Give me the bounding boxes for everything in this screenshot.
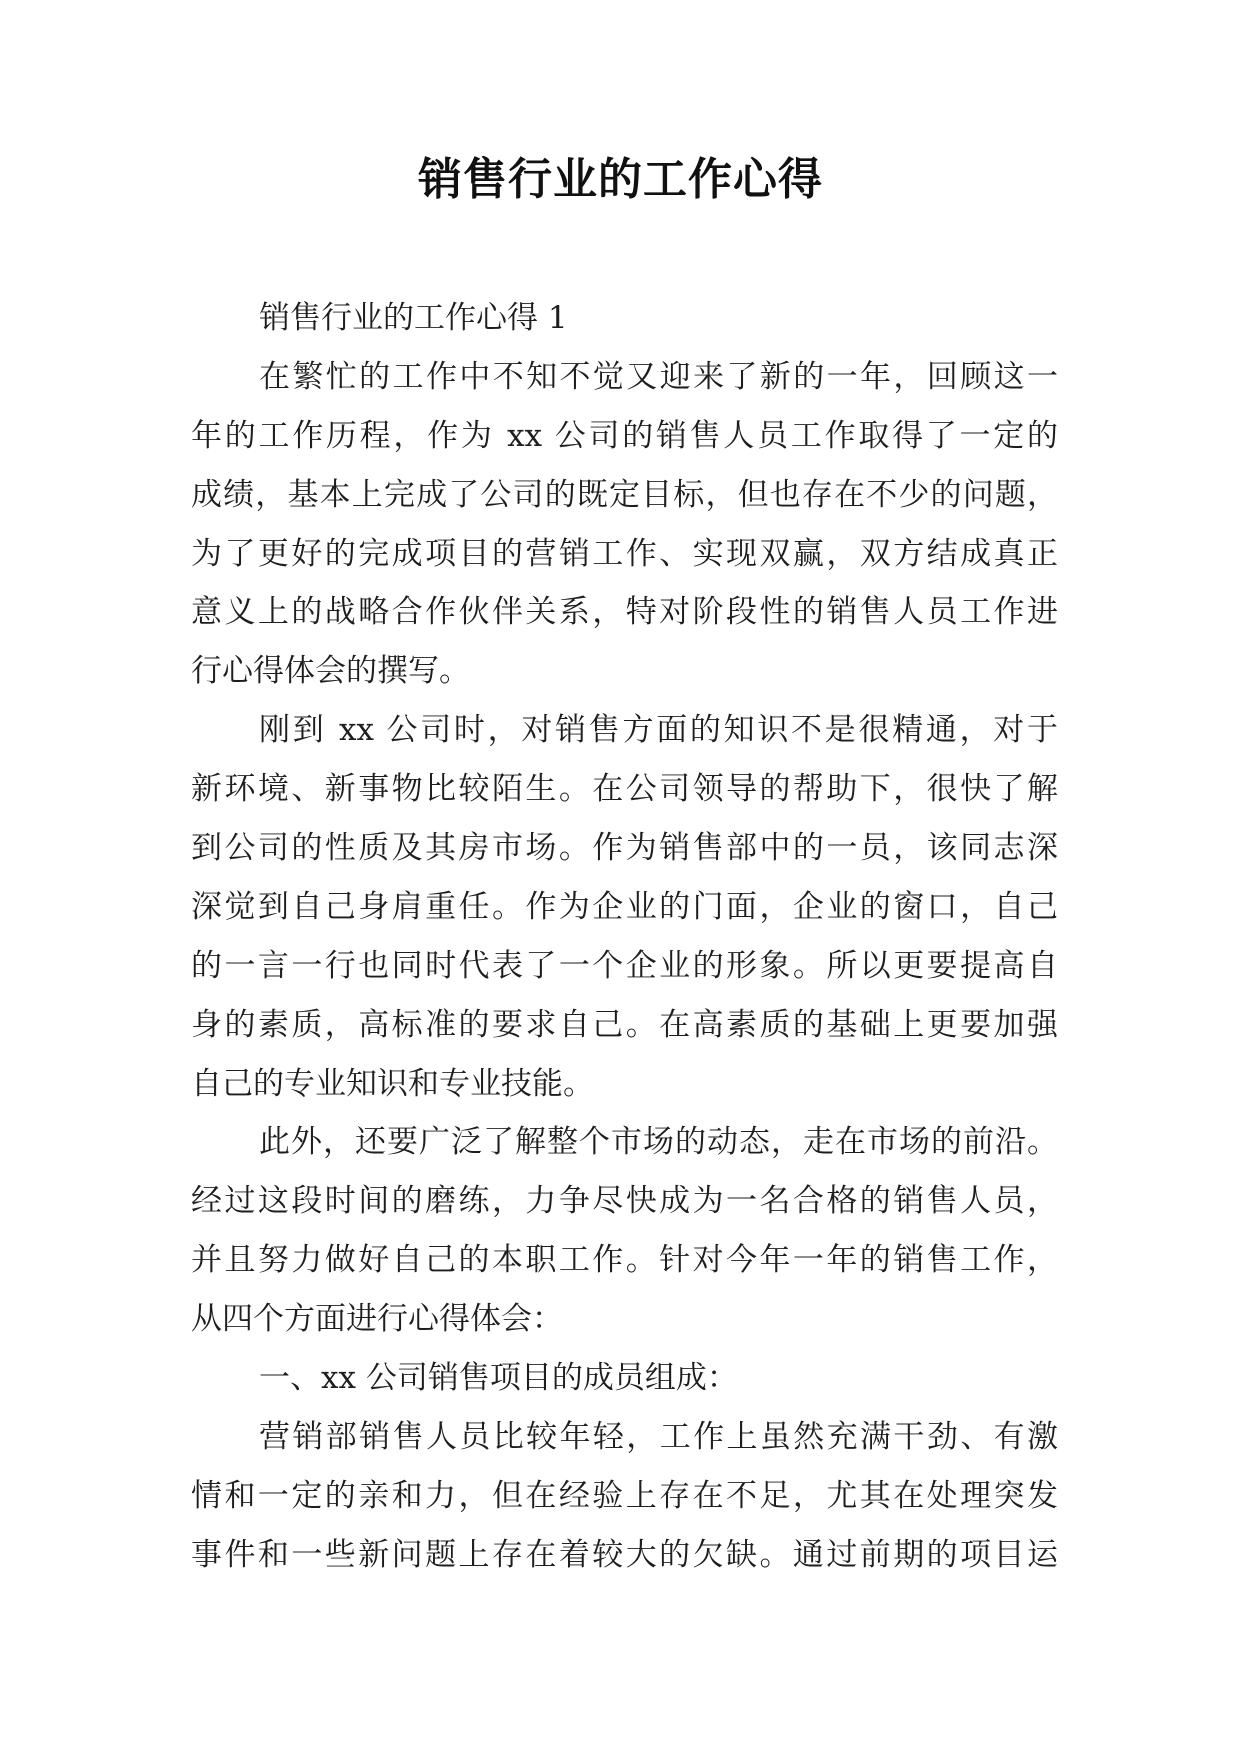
- document-title: 销售行业的工作心得: [418, 154, 823, 205]
- paragraph-line: 深觉到自己身肩重任。作为企业的门面，企业的窗口，自己: [191, 888, 1058, 925]
- paragraph-line: 此外，还要广泛了解整个市场的动态，走在市场的前沿。: [259, 1124, 1058, 1161]
- paragraph-line: 经过这段时间的磨练，力争尽快成为一名合格的销售人员，: [191, 1183, 1058, 1220]
- paragraph-line: 在繁忙的工作中不知不觉又迎来了新的一年，回顾这一: [259, 358, 1058, 395]
- paragraph-line: 身的素质，高标准的要求自己。在高素质的基础上更要加强: [191, 1006, 1058, 1043]
- paragraph-line: 新环境、新事物比较陌生。在公司领导的帮助下，很快了解: [191, 771, 1058, 808]
- paragraph-line: 从四个方面进行心得体会：: [191, 1301, 563, 1338]
- paragraph-line: 的一言一行也同时代表了一个企业的形象。所以更要提高自: [191, 947, 1058, 984]
- paragraph-line: 营销部销售人员比较年轻，工作上虽然充满干劲、有激: [259, 1418, 1058, 1455]
- paragraph-line: 意义上的战略合作伙伴关系，特对阶段性的销售人员工作进: [191, 594, 1058, 631]
- paragraph-line: 并且努力做好自己的本职工作。针对今年一年的销售工作，: [191, 1242, 1058, 1279]
- paragraph-line: 刚到 xx 公司时，对销售方面的知识不是很精通，对于: [259, 712, 1058, 749]
- paragraph-line: 情和一定的亲和力，但在经验上存在不足，尤其在处理突发: [191, 1477, 1058, 1514]
- paragraph-line: 年的工作历程，作为 xx 公司的销售人员工作取得了一定的: [191, 417, 1058, 454]
- paragraph-line: 为了更好的完成项目的营销工作、实现双赢，双方结成真正: [191, 535, 1058, 572]
- section-heading: 一、xx 公司销售项目的成员组成：: [259, 1360, 738, 1397]
- paragraph-line: 销售行业的工作心得 1: [259, 300, 568, 336]
- paragraph: [191, 701, 1058, 1113]
- paragraph-line: 成绩，基本上完成了公司的既定目标，但也存在不少的问题，: [191, 476, 1058, 513]
- paragraph-line: 行心得体会的撰写。: [191, 653, 470, 690]
- paragraph-line: 事件和一些新问题上存在着较大的欠缺。通过前期的项目运: [191, 1536, 1058, 1573]
- document-body: [191, 289, 1058, 1585]
- paragraph-line: 到公司的性质及其房市场。作为销售部中的一员，该同志深: [191, 830, 1058, 867]
- paragraph: [191, 1408, 1058, 1585]
- paragraph: [191, 289, 1058, 348]
- paragraph: [191, 1113, 1058, 1349]
- paragraph: [191, 348, 1058, 701]
- paragraph: [191, 1349, 1058, 1408]
- paragraph-line: 自己的专业知识和专业技能。: [191, 1065, 594, 1102]
